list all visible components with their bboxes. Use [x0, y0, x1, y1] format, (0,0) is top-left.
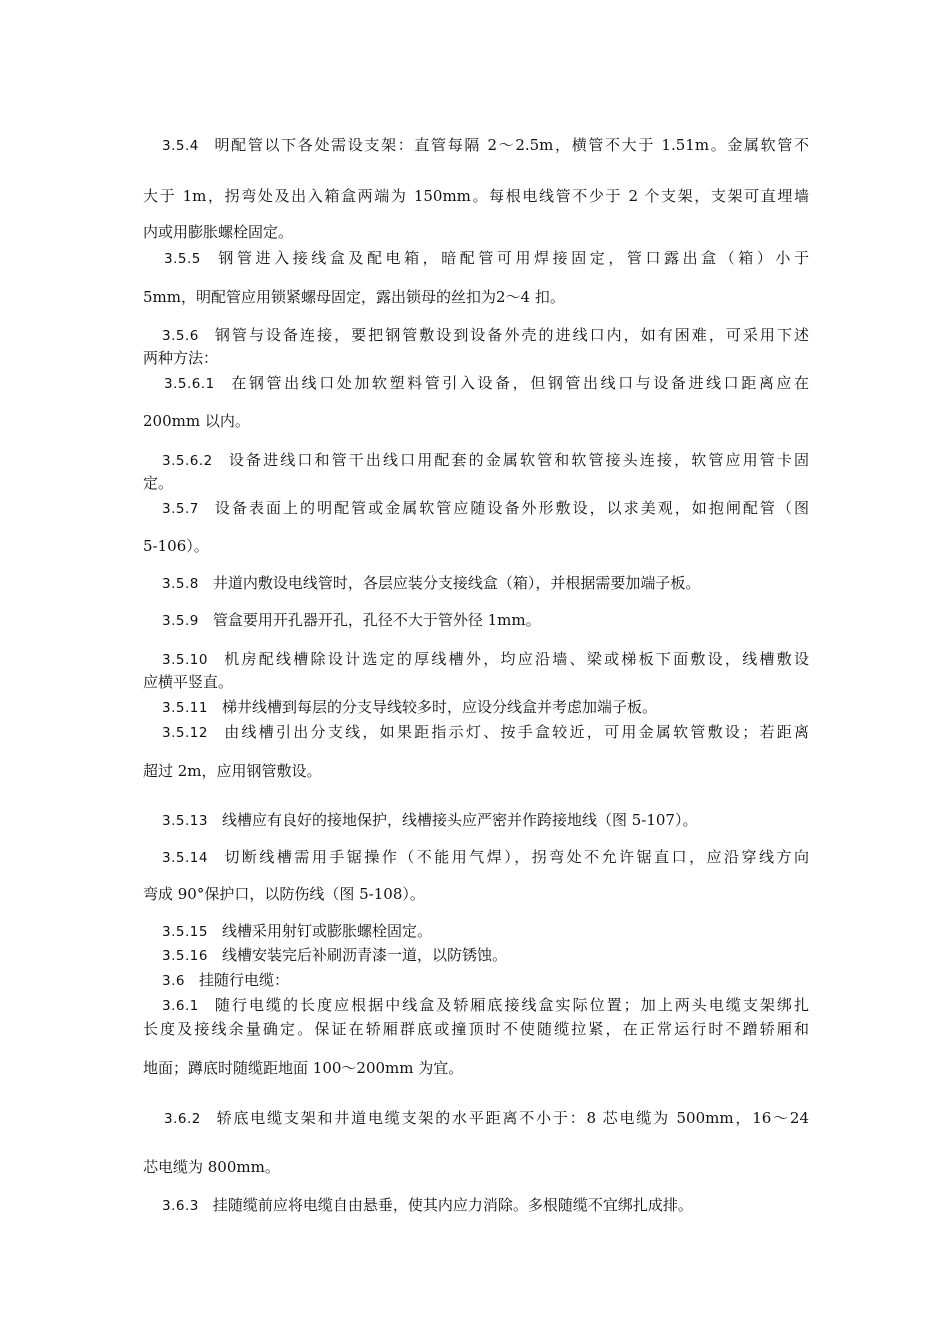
paragraph-3-5-9 — [143, 610, 828, 631]
paragraph-text: 芯电缆为 800mm。 — [143, 1158, 280, 1176]
paragraph-text: 超过 2m，应用钢管敷设。 — [143, 762, 322, 780]
section-3-6-heading — [143, 970, 828, 991]
paragraph-line — [143, 473, 809, 493]
paragraph-text: 大于 1m，拐弯处及出入箱盒两端为 150mm。每根电线管不少于 2 个支架，支架可直埋墙 — [143, 187, 809, 205]
paragraph-3-6-1 — [143, 995, 809, 1016]
paragraph-text: 200mm 以内。 — [143, 412, 250, 430]
paragraph-text: 5-106）。 — [143, 537, 209, 555]
paragraph-text: 挂随行电缆： — [198, 971, 289, 989]
paragraph-line — [143, 884, 809, 904]
paragraph-3-5-6 — [143, 325, 809, 346]
paragraph-line — [143, 1019, 809, 1039]
clause-number: 3.5.14 — [162, 850, 208, 866]
paragraph-text: 内或用膨胀螺栓固定。 — [143, 223, 294, 241]
paragraph-text: 管盒要用开孔器开孔，孔径不大于管外径 1mm。 — [212, 611, 541, 629]
clause-number: 3.5.12 — [162, 725, 208, 741]
paragraph-text: 机房配线槽除设计选定的厚线槽外，均应沿墙、梁或梯板下面敷设，线槽敷设 — [221, 650, 809, 668]
paragraph-line — [143, 348, 809, 368]
clause-number: 3.5.6 — [162, 328, 199, 344]
paragraph-text: 设备进线口和管干出线口用配套的金属软管和软管接头连接，软管应用管卡固 — [226, 451, 809, 469]
paragraph-line — [143, 536, 809, 556]
paragraph-3-5-8 — [143, 573, 828, 594]
paragraph-3-5-10 — [143, 649, 809, 670]
clause-number: 3.5.8 — [162, 576, 199, 592]
paragraph-text: 线槽应有良好的接地保护，线槽接头应严密并作跨接地线（图 5-107）。 — [221, 811, 698, 829]
clause-number: 3.6 — [162, 973, 185, 989]
paragraph-3-5-16 — [143, 945, 828, 966]
clause-number: 3.5.13 — [162, 813, 208, 829]
clause-number: 3.5.15 — [162, 924, 208, 940]
clause-number: 3.6.2 — [164, 1111, 201, 1127]
clause-number: 3.5.6.1 — [164, 376, 215, 392]
paragraph-text: 定。 — [143, 474, 174, 492]
paragraph-line — [143, 287, 809, 307]
paragraph-text: 应横平竖直。 — [143, 673, 234, 691]
clause-number: 3.5.9 — [162, 613, 199, 629]
clause-number: 3.6.1 — [162, 998, 199, 1014]
paragraph-text: 钢管进入接线盒及配电箱，暗配管可用焊接固定，管口露出盒（箱）小于 — [214, 249, 809, 267]
clause-number: 3.5.5 — [164, 251, 201, 267]
paragraph-line — [143, 1058, 809, 1078]
paragraph-3-5-12 — [143, 722, 809, 743]
paragraph-line — [143, 1157, 809, 1177]
paragraph-text: 5mm，明配管应用锁紧螺母固定，露出锁母的丝扣为2～4 扣。 — [143, 288, 565, 306]
paragraph-text: 挂随缆前应将电缆自由悬垂，使其内应力消除。多根随缆不宜绑扎成排。 — [212, 1196, 693, 1214]
paragraph-line — [143, 186, 809, 206]
paragraph-text: 井道内敷设电线管时，各层应装分支接线盒（箱），并根据需要加端子板。 — [212, 574, 701, 592]
paragraph-text: 明配管以下各处需设支架：直管每隔 2～2.5m，横管不大于 1.51m。金属软管不 — [212, 136, 809, 154]
paragraph-text: 地面；蹲底时随缆距地面 100～200mm 为宜。 — [143, 1059, 464, 1077]
paragraph-3-5-4 — [143, 135, 809, 156]
paragraph-text: 钢管与设备连接，要把钢管敷设到设备外壳的进线口内，如有困难，可采用下述 — [212, 326, 809, 344]
paragraph-text: 切断线槽需用手锯操作（不能用气焊），拐弯处不允许锯直口，应沿穿线方向 — [221, 848, 809, 866]
paragraph-3-5-13 — [143, 810, 828, 831]
clause-number: 3.5.4 — [162, 138, 199, 154]
paragraph-line — [143, 222, 809, 242]
paragraph-3-5-7 — [143, 498, 809, 519]
clause-number: 3.6.3 — [162, 1198, 199, 1214]
paragraph-text: 弯成 90°保护口，以防伤线（图 5-108）。 — [143, 885, 425, 903]
paragraph-text: 两种方法： — [143, 349, 219, 367]
paragraph-text: 轿底电缆支架和井道电缆支架的水平距离不小于：8 芯电缆为 500mm，16～24 — [214, 1109, 809, 1127]
paragraph-text: 随行电缆的长度应根据中线盒及轿厢底接线盒实际位置；加上两头电缆支架绑扎 — [212, 996, 809, 1014]
paragraph-3-6-3 — [143, 1195, 828, 1216]
paragraph-3-5-6-2 — [143, 450, 809, 471]
paragraph-text: 由线槽引出分支线，如果距指示灯、按手盒较近，可用金属软管敷设；若距离 — [221, 723, 809, 741]
paragraph-3-5-11 — [143, 697, 828, 718]
paragraph-line — [143, 761, 809, 781]
clause-number: 3.5.10 — [162, 652, 208, 668]
paragraph-line — [143, 411, 809, 431]
clause-number: 3.5.6.2 — [162, 453, 213, 469]
paragraph-3-6-2 — [143, 1108, 809, 1129]
paragraph-3-5-15 — [143, 921, 828, 942]
paragraph-text: 设备表面上的明配管或金属软管应随设备外形敷设，以求美观，如抱闸配管（图 — [212, 499, 809, 517]
paragraph-text: 线槽采用射钉或膨胀螺栓固定。 — [221, 922, 432, 940]
paragraph-text: 线槽安装完后补刷沥青漆一道，以防锈蚀。 — [221, 946, 507, 964]
paragraph-3-5-14 — [143, 847, 809, 868]
paragraph-line — [143, 672, 809, 692]
paragraph-text: 梯井线槽到每层的分支导线较多时，应设分线盒并考虑加端子板。 — [221, 698, 657, 716]
paragraph-text: 在钢管出线口处加软塑料管引入设备，但钢管出线口与设备进线口距离应在 — [228, 374, 809, 392]
paragraph-text: 长度及接线余量确定。保证在轿厢群底或撞顶时不使随缆拉紧，在正常运行时不蹭轿厢和 — [143, 1020, 809, 1038]
paragraph-3-5-6-1 — [143, 373, 809, 394]
clause-number: 3.5.11 — [162, 700, 208, 716]
clause-number: 3.5.7 — [162, 501, 199, 517]
clause-number: 3.5.16 — [162, 948, 208, 964]
paragraph-3-5-5 — [143, 248, 809, 269]
